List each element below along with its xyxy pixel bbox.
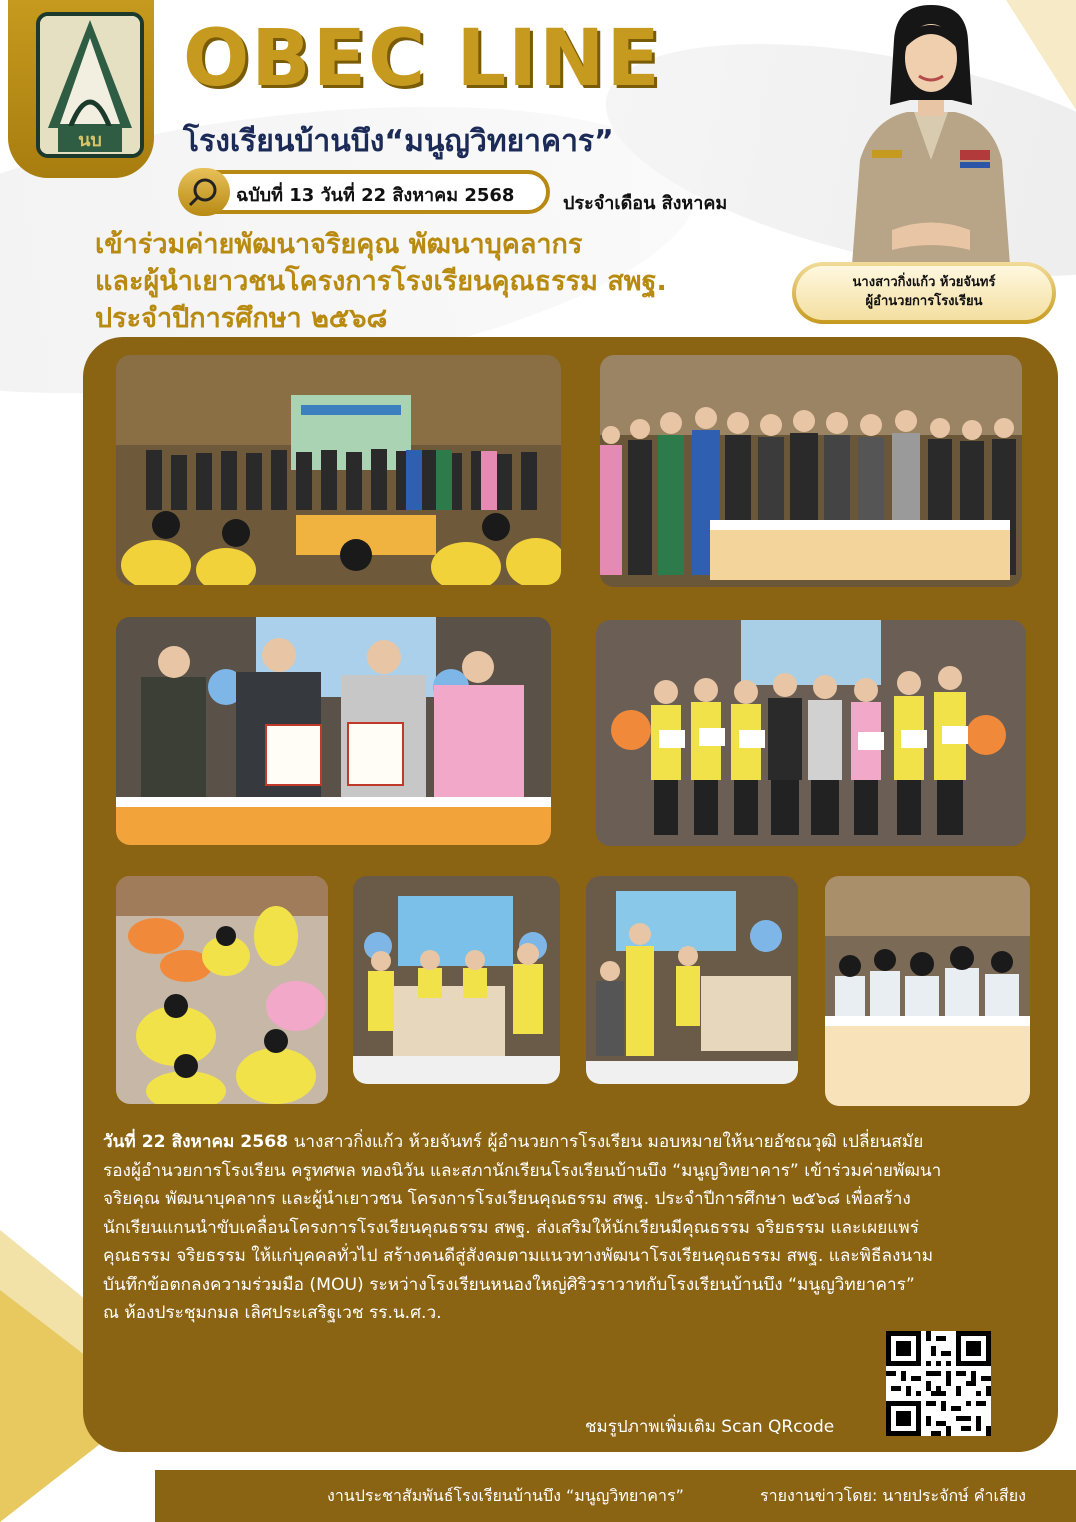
director-portrait xyxy=(852,0,1010,265)
photo-presentation-1[interactable] xyxy=(353,876,560,1084)
issue-pill xyxy=(180,170,550,214)
search-icon xyxy=(178,168,230,216)
school-logo xyxy=(36,12,144,158)
gold-corner-decoration xyxy=(1006,0,1076,120)
article-line: นักเรียนแกนนำขับเคลื่อนโครงการโรงเรียนคุณธรรม สพฐ. ส่งเสริมให้นักเรียนมีคุณธรรม จริยธรรม และเผยแพร่ xyxy=(103,1217,919,1238)
photo-group-mou[interactable] xyxy=(600,355,1022,587)
qr-code[interactable] xyxy=(886,1331,991,1436)
issue-number: ฉบับที่ 13 วันที่ 22 สิงหาคม 2568 xyxy=(236,185,515,206)
director-name: นางสาวกิ่งแก้ว ห้วยจันทร์ xyxy=(852,275,996,290)
photo-certificates[interactable] xyxy=(596,620,1026,846)
newsletter-title: OBEC LINE xyxy=(183,14,662,104)
director-name-plate xyxy=(792,262,1056,324)
svg-text:นบ: นบ xyxy=(78,130,102,151)
photo-student-panel[interactable] xyxy=(825,876,1030,1106)
footer-reporter: รายงานข่าวโดย: นายประจักษ์ คำเสียง xyxy=(760,1486,1026,1505)
photo-mou-signing[interactable] xyxy=(116,617,551,845)
article-line: จริยคุณ พัฒนาบุคลากร และผู้นำเยาวชน โครงการโรงเรียนคุณธรรม สพฐ. ประจำปีการศึกษา ๒๕๖๘ เพื่อสร้าง xyxy=(103,1189,911,1209)
article-line: บันทึกข้อตกลงความร่วมมือ (MOU) ระหว่างโรงเรียนหนองใหญ่ศิริวราวาทกับโรงเรียนบ้านบึง “มนูญวิทยาคาร” xyxy=(103,1274,915,1295)
photo-presentation-2[interactable] xyxy=(586,876,798,1084)
article-line-text: นางสาวกิ่งแก้ว ห้วยจันทร์ ผู้อำนวยการโรงเรียน มอบหมายให้นายอัชณวุฒิ เปลี่ยนสมัย xyxy=(288,1132,924,1152)
headline-line: และผู้นำเยาวชนโครงการโรงเรียนคุณธรรม สพฐ. xyxy=(95,266,667,297)
school-name: โรงเรียนบ้านบึง“มนูญวิทยาคาร” xyxy=(183,124,614,159)
article-line: คุณธรรม จริยธรรม ให้แก่บุคคลทั่วไป สร้างคนดีสู่สังคมตามแนวทางพัฒนาโรงเรียนคุณธรรม สพฐ. และพิธีลงนาม xyxy=(103,1246,934,1266)
footer-department: งานประชาสัมพันธ์โรงเรียนบ้านบึง “มนูญวิทยาคาร” xyxy=(327,1486,684,1505)
photo-group-stage[interactable] xyxy=(116,355,561,585)
scan-qr-label: ชมรูปภาพเพิ่มเติม Scan QRcode xyxy=(585,1417,835,1437)
headline-line: ประจำปีการศึกษา ๒๕๖๘ xyxy=(95,303,388,334)
article-line: ณ ห้องประชุมกมล เลิศประเสริฐเวช รร.น.ศ.ว. xyxy=(103,1303,442,1323)
article-line xyxy=(103,1128,1038,1157)
logo-tab xyxy=(8,0,154,178)
headline-line: เข้าร่วมค่ายพัฒนาจริยคุณ พัฒนาบุคลากร xyxy=(95,229,583,260)
photo-workshop-floor[interactable] xyxy=(116,876,328,1104)
article-date: วันที่ 22 สิงหาคม 2568 xyxy=(103,1132,289,1152)
director-position: ผู้อำนวยการโรงเรียน xyxy=(865,294,983,309)
headline xyxy=(95,226,667,337)
footer-bar xyxy=(155,1470,1076,1522)
article-line: รองผู้อำนวยการโรงเรียน ครูทศพล ทองนิวัน และสภานักเรียนโรงเรียนบ้านบึง “มนูญวิทยาคาร” เข้าร่วมค่ายพัฒนา xyxy=(103,1160,942,1181)
monthly-label: ประจำเดือน สิงหาคม xyxy=(563,193,728,214)
article-body xyxy=(103,1128,1038,1328)
